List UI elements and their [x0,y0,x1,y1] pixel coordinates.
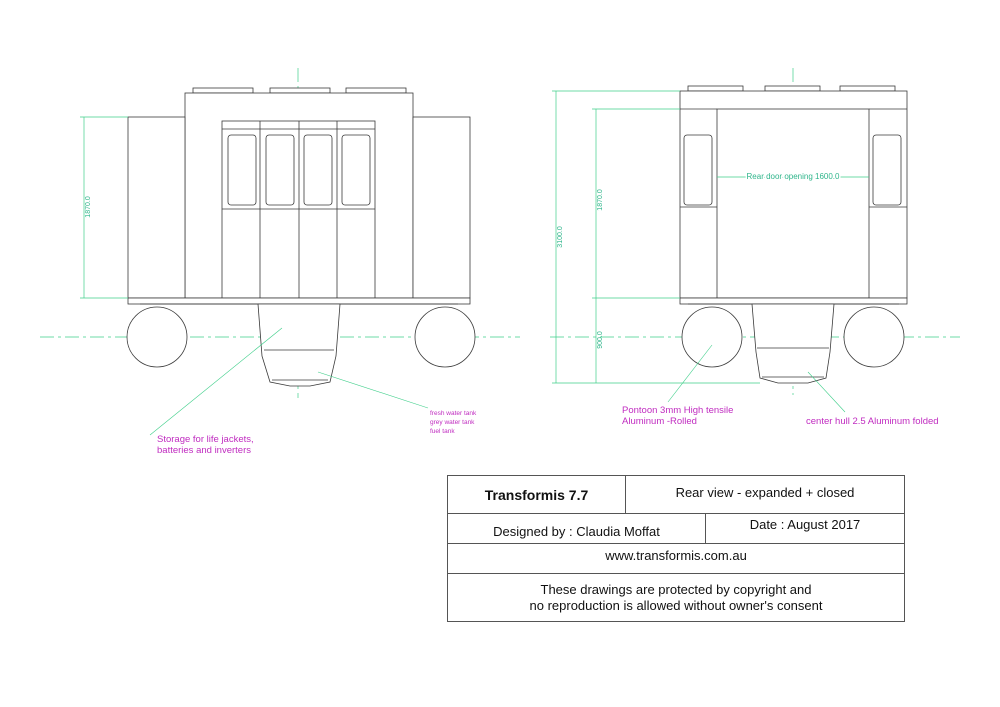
right-view-closed [550,68,960,427]
rear-door-frame [222,121,375,298]
left-view-expanded [40,68,520,456]
storage-note-line2: batteries and inverters [157,445,251,456]
lower-height-label: 900.0 [597,331,604,349]
upper-height-label: 1870.0 [597,189,604,211]
roof-panel [840,86,895,91]
title-block-row-4 [448,574,904,621]
door-opening-label: Rear door opening 1600.0 [746,172,840,181]
center-hull [752,304,834,383]
left-pontoon [127,307,187,367]
project-name: Transformis 7.7 [448,476,626,513]
left-pontoon [682,307,742,367]
right-side-module [413,117,470,298]
overall-height-label: 3100.0 [557,226,564,248]
title-block-row-1 [448,476,904,514]
title-block-row-2 [448,514,904,544]
pontoon-note-line2: Aluminum -Rolled [622,416,697,427]
tank-note-line1: fresh water tank [430,410,477,417]
dimension-label-height: 1870.0 [85,196,92,218]
center-hull [258,304,340,386]
right-pontoon [415,307,475,367]
copyright-notice [448,574,904,621]
drawing-date: Date : August 2017 [749,517,861,532]
leader-line [808,372,845,412]
roof-panel [193,88,253,93]
center-hull-note: center hull 2.5 Aluminum folded [806,416,939,427]
website: www.transformis.com.au [605,548,747,563]
roof-panel [346,88,406,93]
title-block-row-3 [448,544,904,574]
tank-note-line3: fuel tank [430,428,455,435]
deck-platform [128,298,470,304]
tank-note-line2: grey water tank [430,419,475,426]
leader-line [318,372,428,408]
roof-panel [765,86,820,91]
view-description: Rear view - expanded + closed [675,485,855,500]
copyright-line-1: These drawings are protected by copyright and [540,581,812,597]
copyright-line-2: no reproduction is allowed without owner's consent [529,597,823,613]
storage-note-line1: Storage for life jackets, [157,434,254,445]
roof-panel [688,86,743,91]
right-pontoon [844,307,904,367]
left-side-module [128,117,185,298]
title-block [447,475,905,622]
pontoon-note-line1: Pontoon 3mm High tensile [622,405,734,416]
designer: Designed by : Claudia Moffat [448,514,706,543]
roof-panel [270,88,330,93]
deck-platform [680,298,907,304]
